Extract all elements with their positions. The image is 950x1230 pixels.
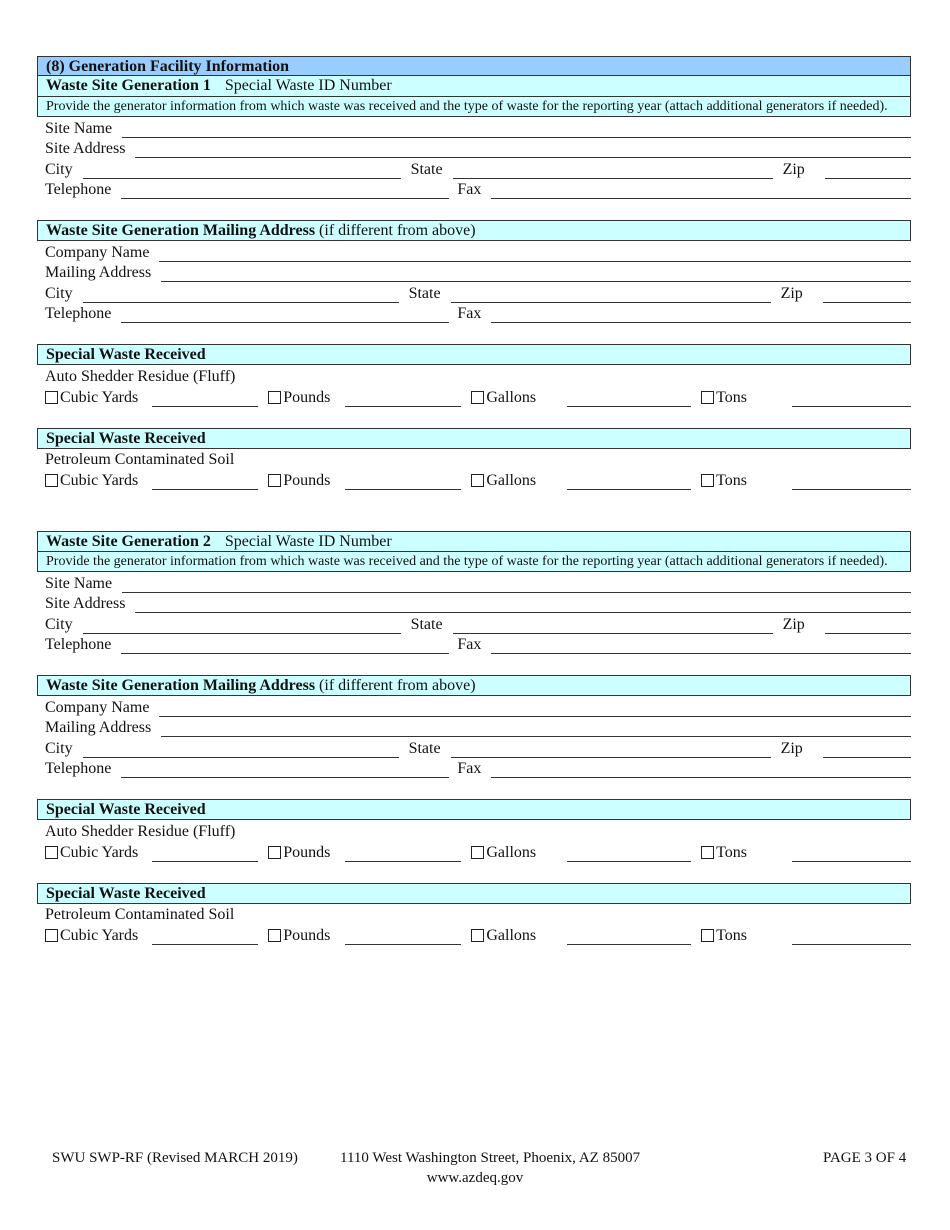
checkbox-icon bbox=[268, 474, 281, 487]
waste-type-label: Petroleum Contaminated Soil bbox=[45, 906, 235, 923]
mailing-note: (if different from above) bbox=[319, 677, 476, 694]
telephone-label: Telephone bbox=[45, 305, 112, 322]
g2-waste-b-units bbox=[37, 924, 911, 945]
state-label: State bbox=[408, 739, 441, 757]
waste-received-title: Special Waste Received bbox=[46, 801, 206, 818]
checkbox-icon bbox=[45, 474, 58, 487]
city-label: City bbox=[45, 615, 73, 633]
g2-site-address-row bbox=[37, 593, 911, 614]
g1-m-city-field[interactable] bbox=[83, 288, 399, 303]
office-address: 1110 West Washington Street, Phoenix, AZ 85007 bbox=[340, 1150, 641, 1166]
cubic-yards-checkbox[interactable] bbox=[45, 927, 138, 945]
waste-received-title: Special Waste Received bbox=[46, 884, 206, 902]
cubic-yards-label: Cubic Yards bbox=[60, 843, 139, 861]
waste-type-label: Auto Shedder Residue (Fluff) bbox=[45, 367, 236, 385]
g2-fax-field[interactable] bbox=[491, 639, 911, 654]
gallons-label: Gallons bbox=[486, 843, 537, 861]
mailing-address-label: Mailing Address bbox=[45, 264, 152, 281]
g1-m-telephone-row bbox=[37, 303, 911, 324]
generator-2-id-label: Special Waste ID Number bbox=[224, 533, 392, 550]
cubic-yards-amount-field[interactable] bbox=[152, 930, 258, 945]
g2-m-city-field[interactable] bbox=[83, 743, 399, 758]
checkbox-icon bbox=[45, 929, 58, 942]
g2-telephone-row bbox=[37, 634, 911, 655]
generator-1-title: Waste Site Generation 1 bbox=[46, 77, 211, 94]
g1-waste-a-type bbox=[37, 365, 911, 386]
cubic-yards-checkbox[interactable] bbox=[45, 844, 138, 862]
pounds-checkbox[interactable] bbox=[268, 927, 330, 945]
city-label: City bbox=[45, 739, 73, 757]
zip-label: Zip bbox=[782, 615, 805, 633]
checkbox-icon bbox=[268, 929, 281, 942]
generator-2-title: Waste Site Generation 2 bbox=[46, 533, 211, 550]
cubic-yards-amount-field[interactable] bbox=[152, 475, 258, 490]
section-header: (8) Generation Facility Information bbox=[37, 56, 911, 76]
pounds-checkbox[interactable] bbox=[268, 389, 330, 407]
g2-m-zip-field[interactable] bbox=[823, 743, 911, 758]
pounds-checkbox[interactable] bbox=[268, 472, 330, 490]
g2-m-fax-field[interactable] bbox=[491, 763, 911, 778]
tons-label: Tons bbox=[716, 472, 748, 489]
pounds-label: Pounds bbox=[283, 843, 331, 861]
g2-mailing-header bbox=[37, 675, 911, 696]
generator-1-instructions: Provide the generator information from which waste was received and the type of waste for the reporting year (attach additional generators if needed). bbox=[37, 97, 911, 117]
telephone-label: Telephone bbox=[45, 760, 112, 777]
g1-telephone-field[interactable] bbox=[121, 184, 449, 199]
fax-label: Fax bbox=[457, 760, 482, 777]
zip-label: Zip bbox=[780, 739, 803, 757]
fax-label: Fax bbox=[457, 305, 482, 322]
cubic-yards-label: Cubic Yards bbox=[60, 472, 139, 489]
g1-mailing-address-row bbox=[37, 262, 911, 283]
state-label: State bbox=[408, 284, 441, 302]
gallons-amount-field[interactable] bbox=[567, 392, 691, 407]
gallons-checkbox[interactable] bbox=[471, 927, 536, 945]
site-address-label: Site Address bbox=[45, 140, 126, 157]
checkbox-icon bbox=[471, 846, 484, 859]
telephone-label: Telephone bbox=[45, 181, 112, 198]
g1-waste-b-units bbox=[37, 469, 911, 490]
generator-2-header bbox=[37, 531, 911, 552]
waste-type-label: Petroleum Contaminated Soil bbox=[45, 451, 235, 468]
state-label: State bbox=[410, 615, 443, 633]
checkbox-icon bbox=[45, 846, 58, 859]
g1-site-name-row bbox=[37, 117, 911, 138]
generator-2-instructions: Provide the generator information from which waste was received and the type of waste for the reporting year (attach additional generators if needed). bbox=[37, 552, 911, 572]
checkbox-icon bbox=[701, 846, 714, 859]
tons-label: Tons bbox=[716, 843, 748, 861]
g2-company-row bbox=[37, 696, 911, 717]
g1-company-row bbox=[37, 241, 911, 262]
waste-type-label: Auto Shedder Residue (Fluff) bbox=[45, 822, 236, 840]
g1-m-city-row bbox=[37, 282, 911, 303]
waste-received-title: Special Waste Received bbox=[46, 429, 206, 447]
g1-waste-a-units bbox=[37, 386, 911, 407]
g2-waste-b-type bbox=[37, 904, 911, 925]
g2-m-telephone-field[interactable] bbox=[121, 763, 449, 778]
state-label: State bbox=[410, 160, 443, 178]
tons-amount-field[interactable] bbox=[792, 930, 911, 945]
checkbox-icon bbox=[701, 929, 714, 942]
g1-mailing-header bbox=[37, 220, 911, 241]
g2-waste-b-header bbox=[37, 883, 911, 904]
gallons-checkbox[interactable] bbox=[471, 844, 536, 862]
cubic-yards-label: Cubic Yards bbox=[60, 388, 139, 406]
g1-waste-b-type bbox=[37, 449, 911, 470]
zip-label: Zip bbox=[780, 284, 803, 302]
generator-1-header bbox=[37, 76, 911, 97]
form-id: SWU SWP-RF (Revised MARCH 2019) bbox=[52, 1150, 298, 1166]
mailing-note: (if different from above) bbox=[319, 222, 476, 239]
gallons-label: Gallons bbox=[486, 472, 537, 489]
checkbox-icon bbox=[268, 846, 281, 859]
site-address-label: Site Address bbox=[45, 595, 126, 612]
tons-label: Tons bbox=[716, 388, 748, 406]
mailing-title: Waste Site Generation Mailing Address bbox=[46, 222, 316, 239]
fax-label: Fax bbox=[457, 181, 482, 198]
pounds-amount-field[interactable] bbox=[345, 847, 461, 862]
gallons-label: Gallons bbox=[486, 388, 537, 406]
g2-site-address-field[interactable] bbox=[135, 598, 911, 613]
checkbox-icon bbox=[701, 391, 714, 404]
g1-site-address-field[interactable] bbox=[135, 143, 911, 158]
g2-waste-a-type bbox=[37, 820, 911, 841]
g2-company-name-field[interactable] bbox=[159, 702, 911, 717]
website-link[interactable]: www.azdeq.gov bbox=[426, 1170, 524, 1186]
checkbox-icon bbox=[268, 391, 281, 404]
form-page bbox=[37, 56, 911, 945]
city-label: City bbox=[45, 160, 73, 178]
pounds-label: Pounds bbox=[283, 388, 331, 406]
g1-site-name-field[interactable] bbox=[122, 123, 911, 138]
pounds-label: Pounds bbox=[283, 927, 331, 944]
g2-city-row bbox=[37, 613, 911, 634]
site-name-label: Site Name bbox=[45, 574, 113, 592]
tons-checkbox[interactable] bbox=[701, 472, 747, 490]
telephone-label: Telephone bbox=[45, 636, 112, 653]
waste-received-title: Special Waste Received bbox=[46, 346, 206, 363]
generator-1-id-label: Special Waste ID Number bbox=[224, 77, 392, 94]
tons-checkbox[interactable] bbox=[701, 389, 747, 407]
gallons-amount-field[interactable] bbox=[567, 475, 691, 490]
g2-zip-field[interactable] bbox=[825, 619, 911, 634]
tons-checkbox[interactable] bbox=[701, 844, 747, 862]
mailing-address-label: Mailing Address bbox=[45, 719, 152, 736]
g1-telephone-row bbox=[37, 179, 911, 200]
cubic-yards-checkbox[interactable] bbox=[45, 472, 138, 490]
g2-telephone-field[interactable] bbox=[121, 639, 449, 654]
gallons-label: Gallons bbox=[486, 927, 537, 944]
cubic-yards-amount-field[interactable] bbox=[152, 392, 258, 407]
g2-m-state-field[interactable] bbox=[451, 743, 771, 758]
checkbox-icon bbox=[701, 474, 714, 487]
tons-checkbox[interactable] bbox=[701, 927, 747, 945]
checkbox-icon bbox=[471, 391, 484, 404]
pounds-amount-field[interactable] bbox=[345, 475, 461, 490]
tons-amount-field[interactable] bbox=[792, 475, 911, 490]
g1-zip-field[interactable] bbox=[825, 164, 911, 179]
g1-fax-field[interactable] bbox=[491, 184, 911, 199]
g2-waste-a-header bbox=[37, 799, 911, 820]
g1-company-name-field[interactable] bbox=[159, 247, 911, 262]
g2-m-telephone-row bbox=[37, 758, 911, 779]
fax-label: Fax bbox=[457, 636, 482, 653]
g1-city-row bbox=[37, 158, 911, 179]
page-number: PAGE 3 OF 4 bbox=[823, 1150, 907, 1166]
g2-mailing-address-field[interactable] bbox=[161, 722, 911, 737]
g1-city-field[interactable] bbox=[83, 164, 401, 179]
g2-state-field[interactable] bbox=[453, 619, 773, 634]
pounds-amount-field[interactable] bbox=[345, 930, 461, 945]
gallons-amount-field[interactable] bbox=[567, 847, 691, 862]
g2-mailing-address-row bbox=[37, 717, 911, 738]
mailing-title: Waste Site Generation Mailing Address bbox=[46, 677, 316, 694]
gallons-amount-field[interactable] bbox=[567, 930, 691, 945]
gallons-checkbox[interactable] bbox=[471, 472, 536, 490]
tons-amount-field[interactable] bbox=[792, 392, 911, 407]
g1-m-fax-field[interactable] bbox=[491, 308, 911, 323]
tons-label: Tons bbox=[716, 927, 748, 944]
gallons-checkbox[interactable] bbox=[471, 389, 536, 407]
cubic-yards-label: Cubic Yards bbox=[60, 927, 139, 944]
g1-site-address-row bbox=[37, 138, 911, 159]
pounds-amount-field[interactable] bbox=[345, 392, 461, 407]
checkbox-icon bbox=[471, 474, 484, 487]
company-name-label: Company Name bbox=[45, 243, 150, 261]
company-name-label: Company Name bbox=[45, 698, 150, 716]
pounds-checkbox[interactable] bbox=[268, 844, 330, 862]
checkbox-icon bbox=[471, 929, 484, 942]
g1-mailing-address-field[interactable] bbox=[161, 267, 911, 282]
g1-state-field[interactable] bbox=[453, 164, 773, 179]
city-label: City bbox=[45, 284, 73, 302]
g2-m-city-row bbox=[37, 737, 911, 758]
g1-m-state-field[interactable] bbox=[451, 288, 771, 303]
g2-site-name-field[interactable] bbox=[122, 578, 911, 593]
zip-label: Zip bbox=[782, 160, 805, 178]
g1-m-telephone-field[interactable] bbox=[121, 308, 449, 323]
g1-m-zip-field[interactable] bbox=[823, 288, 911, 303]
g2-city-field[interactable] bbox=[83, 619, 401, 634]
tons-amount-field[interactable] bbox=[792, 847, 911, 862]
g1-waste-a-header bbox=[37, 344, 911, 365]
site-name-label: Site Name bbox=[45, 119, 113, 137]
cubic-yards-amount-field[interactable] bbox=[152, 847, 258, 862]
g2-site-name-row bbox=[37, 572, 911, 593]
cubic-yards-checkbox[interactable] bbox=[45, 389, 138, 407]
checkbox-icon bbox=[45, 391, 58, 404]
g2-waste-a-units bbox=[37, 841, 911, 862]
pounds-label: Pounds bbox=[283, 472, 331, 489]
g1-waste-b-header bbox=[37, 428, 911, 449]
